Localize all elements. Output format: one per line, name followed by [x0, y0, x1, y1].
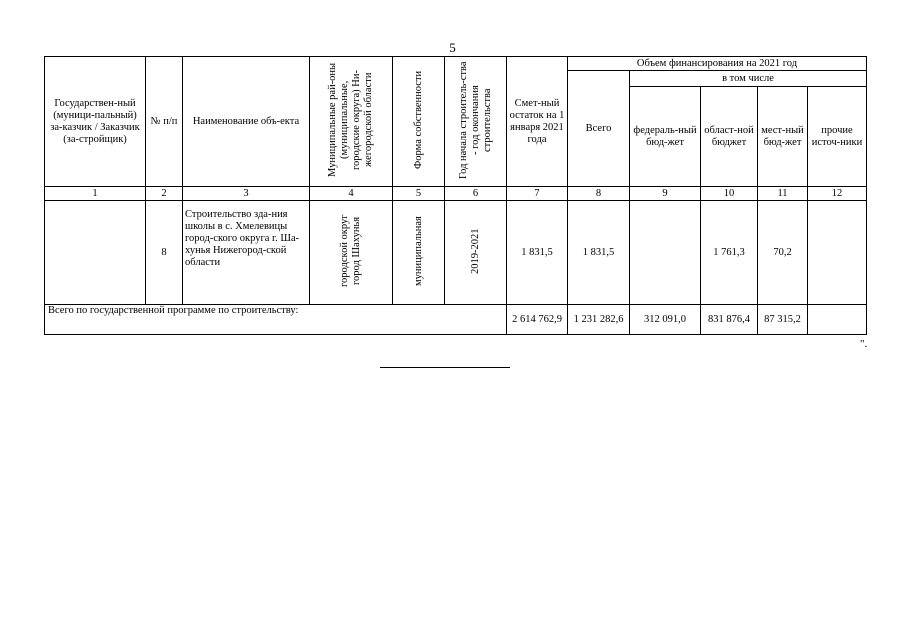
header-customer: Государствен-ный (муници-пальный) за-казчик / Заказчик (за-стройщик): [45, 57, 146, 187]
construction-table: [44, 56, 867, 335]
cell-regional: 1 761,3: [701, 201, 758, 305]
column-number: 5: [393, 187, 445, 201]
header-federal: федераль-ный бюд-жет: [630, 87, 701, 187]
header-number: № п/п: [146, 57, 183, 187]
cell-district: [310, 201, 393, 305]
header-object-name: Наименование объ-екта: [183, 57, 310, 187]
header-including: в том числе: [630, 71, 867, 87]
column-number: 6: [445, 187, 507, 201]
header-years-text: Год начала строитель-ства - год окончания строительства: [457, 60, 493, 179]
header-other: прочие источ-ники: [808, 87, 867, 187]
total-federal: 312 091,0: [630, 305, 701, 335]
column-number: 12: [808, 187, 867, 201]
total-label: Всего по государственной программе по строительству:: [45, 305, 507, 335]
cell-years: [445, 201, 507, 305]
total-row: [45, 305, 867, 335]
header-ownership: [393, 57, 445, 187]
column-number: 2: [146, 187, 183, 201]
total-estimate: 2 614 762,9: [507, 305, 568, 335]
page-number: 5: [449, 40, 456, 55]
header-total: Всего: [568, 71, 630, 187]
cell-ownership-text: муниципальная: [412, 215, 424, 286]
total-total: 1 231 282,6: [568, 305, 630, 335]
cell-years-text: 2019-2021: [469, 227, 481, 274]
table-row: [45, 201, 867, 305]
header-financing: Объем финансирования на 2021 год: [568, 57, 867, 71]
column-number: 10: [701, 187, 758, 201]
cell-number: 8: [146, 201, 183, 305]
total-local: 87 315,2: [758, 305, 808, 335]
column-number: 9: [630, 187, 701, 201]
header-estimate: Смет-ный остаток на 1 января 2021 года: [507, 57, 568, 187]
header-local: мест-ный бюд-жет: [758, 87, 808, 187]
cell-customer: [45, 201, 146, 305]
cell-estimate: 1 831,5: [507, 201, 568, 305]
cell-object-name: Строительство зда-ния школы в с. Хмелевицы город-ского округа г. Ша-хунья Нижегород-ской области: [183, 201, 310, 305]
column-number: 1: [45, 187, 146, 201]
column-number: 11: [758, 187, 808, 201]
column-number: 8: [568, 187, 630, 201]
horizontal-rule: [380, 367, 510, 368]
cell-other: [808, 201, 867, 305]
cell-ownership: [393, 201, 445, 305]
total-other: [808, 305, 867, 335]
cell-federal: [630, 201, 701, 305]
header-districts: [310, 57, 393, 187]
header-ownership-text: Форма собственности: [412, 70, 424, 169]
total-regional: 831 876,4: [701, 305, 758, 335]
header-regional: област-ной бюджет: [701, 87, 758, 187]
column-number: 4: [310, 187, 393, 201]
cell-total: 1 831,5: [568, 201, 630, 305]
column-number: 7: [507, 187, 568, 201]
cell-local: 70,2: [758, 201, 808, 305]
column-number: 3: [183, 187, 310, 201]
header-years: [445, 57, 507, 187]
closing-quote: ".: [860, 338, 868, 350]
cell-district-text: городской округ город Шахунья: [339, 214, 362, 287]
header-districts-text: Муниципальные рай-оны (муниципальные, городские округа) Ни-жегородской области: [327, 62, 374, 177]
